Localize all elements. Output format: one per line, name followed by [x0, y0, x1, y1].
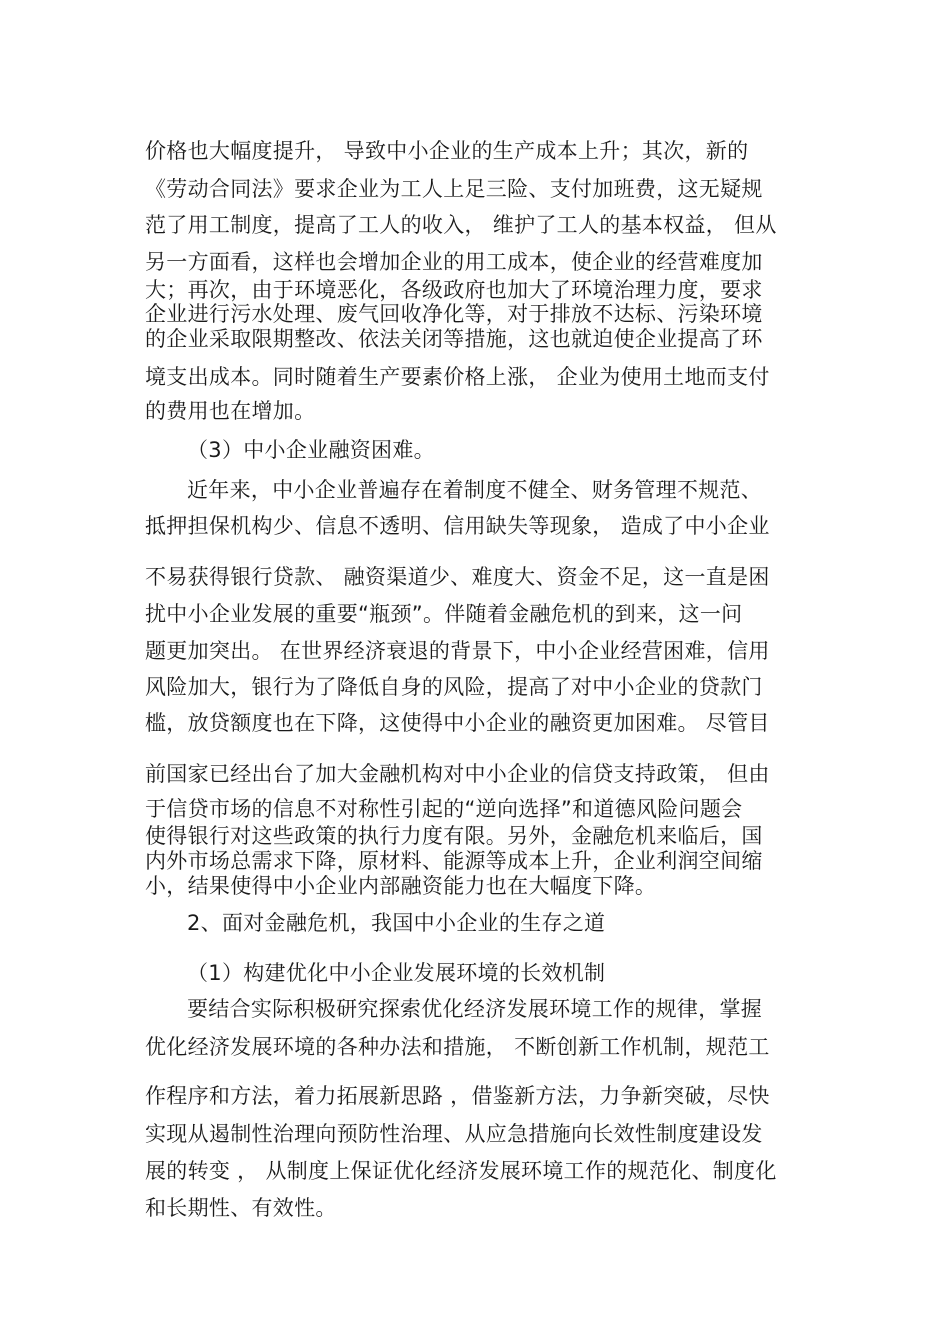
text-line: 企业进行污水处理、废气回收净化等，对于排放不达标、污染环境 [145, 302, 763, 326]
subsection-heading: （3）中小企业融资困难。 [187, 438, 435, 462]
subsection-heading: （1）构建优化中小企业发展环境的长效机制 [187, 961, 606, 985]
text-line: 不易获得银行贷款、 融资渠道少、难度大、资金不足，这一直是困 [145, 565, 770, 589]
text-line: 扰中小企业发展的重要“瓶颈”。伴随着金融危机的到来，这一问 [145, 602, 743, 626]
text-line: 境支出成本。同时随着生产要素价格上涨， 企业为使用土地而支付 [145, 365, 770, 389]
text-line: 作程序和方法，着力拓展新思路 ，借鉴新方法，力争新突破，尽快 [145, 1084, 770, 1108]
text-line: 实现从遏制性治理向预防性治理、从应急措施向长效性制度建设发 [145, 1122, 763, 1146]
text-line: 要结合实际积极研究探索优化经济发展环境工作的规律，掌握 [187, 997, 763, 1021]
text-line: 于信贷市场的信息不对称性引起的“逆向选择”和道德风险问题会 [145, 797, 743, 821]
text-line: 和长期性、有效性。 [145, 1196, 337, 1220]
text-line: 题更加突出。 在世界经济衰退的背景下，中小企业经营困难，信用 [145, 639, 770, 663]
text-line: 展的转变 ， 从制度上保证优化经济发展环境工作的规范化、制度化 [145, 1159, 777, 1183]
text-line: 的企业采取限期整改、依法关闭等措施，这也就迫使企业提高了环 [145, 327, 763, 351]
text-line: 风险加大，银行为了降低自身的风险，提高了对中小企业的贷款门 [145, 675, 763, 699]
text-line: 内外市场总需求下降，原材料、能源等成本上升，企业利润空间缩 [145, 849, 763, 873]
text-line: 的费用也在增加。 [145, 399, 316, 423]
text-line: 《劳动合同法》要求企业为工人上足三险、支付加班费，这无疑规 [145, 177, 763, 201]
text-line: 槛，放贷额度也在下降，这使得中小企业的融资更加困难。 尽管目 [145, 711, 770, 735]
text-line: 另一方面看，这样也会增加企业的用工成本，使企业的经营难度加 [145, 250, 763, 274]
text-line: 范了用工制度，提高了工人的收入， 维护了工人的基本权益， 但从 [145, 213, 777, 237]
text-line: 前国家已经出台了加大金融机构对中小企业的信贷支持政策， 但由 [145, 762, 770, 786]
text-line: 小，结果使得中小企业内部融资能力也在大幅度下降。 [145, 874, 657, 898]
text-line: 优化经济发展环境的各种办法和措施， 不断创新工作机制，规范工 [145, 1035, 770, 1059]
text-line: 近年来，中小企业普遍存在着制度不健全、财务管理不规范、 [187, 478, 763, 502]
text-line: 使得银行对这些政策的执行力度有限。另外，金融危机来临后，国 [145, 824, 763, 848]
text-line: 大；再次，由于环境恶化，各级政府也加大了环境治理力度，要求 [145, 278, 763, 302]
text-line: 价格也大幅度提升， 导致中小企业的生产成本上升；其次，新的 [145, 139, 749, 163]
section-heading: 2、面对金融危机，我国中小企业的生存之道 [187, 911, 606, 935]
text-line: 抵押担保机构少、信息不透明、信用缺失等现象， 造成了中小企业 [145, 514, 770, 538]
